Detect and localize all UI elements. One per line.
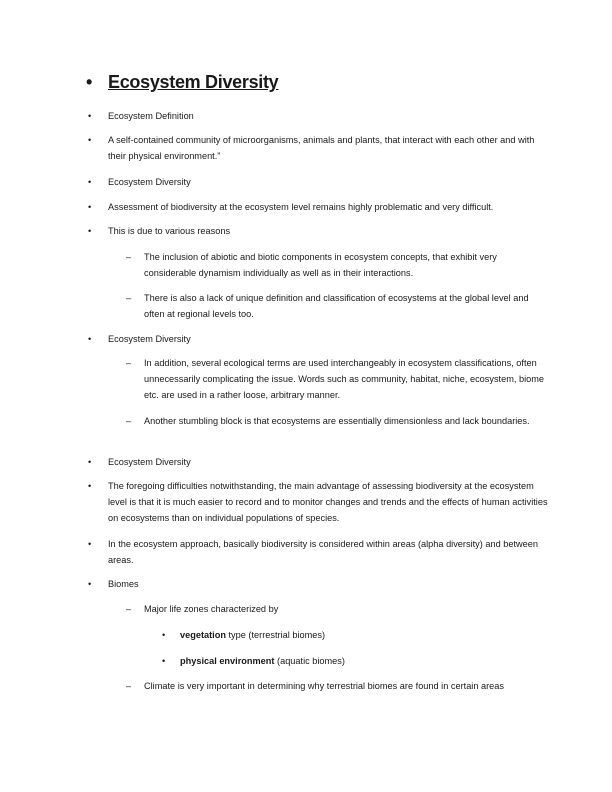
- dash-icon: –: [126, 681, 132, 691]
- bullet-icon: •: [88, 481, 92, 491]
- bullet-icon: •: [88, 579, 92, 589]
- document-page: • Ecosystem Diversity • Ecosystem Definition • A self-contained community of microorganisms, animals and plants, that interact with each other and with their physical environment.” • Ecosystem Diversity • Assessment of biodiversity at the ecosystem level remains highly problematic and very difficult. • This is due to various reasons – The inclusion of abiotic and biotic components in ecosystem concepts, that exhibit very considerable dynamism individually as well as in their interactions. – There is also a lack of unique definition and classification of ecosystems at the global level and often at regional levels too. • Ecosystem Diversity – In addition, several ecological terms are used interchangeably in ecosystem classifications, often unnecessarily complicating the issue. Words such as community, habitat, niche, ecosystem, biome etc. are used in a rather loose, arbitrary manner. – Another stumbling block is that ecosystems are essentially dimensionless and lack boundaries. • Ecosystem Diversity • The foregoing difficulties notwithstanding, the main advantage of assessing biodiversity at the ecosystem level is that it is much easier to record and to monitor changes and trends and the effects of human activities on ecosystems than on individual populations of species. • In the ecosystem approach, basically biodiversity is considered within areas (alpha diversity) and between areas. • Biomes – Major life zones characterized by • vegetation type (terrestrial biomes) • physical environment (aquatic biomes) – Climate is very important in determining why terrestrial biomes are found in certain areas: [0, 0, 612, 792]
- bullet-icon: •: [88, 202, 92, 212]
- bullet-icon: •: [88, 539, 92, 549]
- bullet-icon: •: [88, 226, 92, 236]
- bullet-icon: •: [88, 457, 92, 467]
- dash-icon: –: [126, 293, 132, 303]
- bullet-icon: •: [86, 72, 93, 92]
- bullet-icon: •: [88, 111, 92, 121]
- dash-icon: –: [126, 252, 132, 262]
- bullet-icon: •: [88, 135, 92, 145]
- dash-icon: –: [126, 358, 132, 368]
- bullet-icon: •: [162, 656, 166, 666]
- bullet-icon: •: [88, 334, 92, 344]
- bullet-icon: •: [162, 630, 166, 640]
- page-title: Ecosystem Diversity: [108, 72, 279, 92]
- bullet-icon: •: [88, 177, 92, 187]
- dash-icon: –: [126, 604, 132, 614]
- dash-icon: –: [126, 416, 132, 426]
